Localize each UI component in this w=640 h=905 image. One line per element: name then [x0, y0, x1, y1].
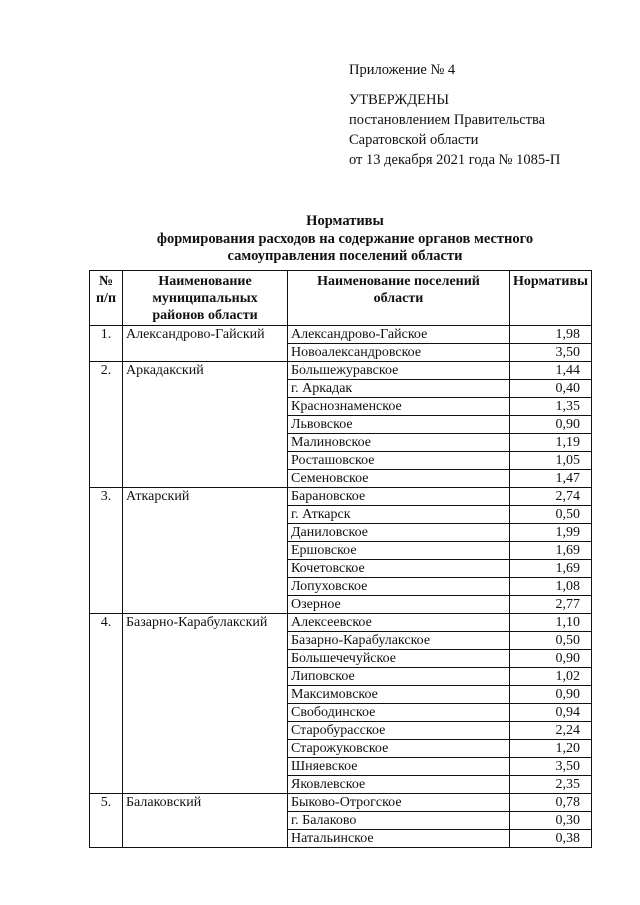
header-settlement-line-2: области	[373, 291, 424, 306]
settlement-name: Свободинское	[288, 704, 510, 722]
header-num-line-2: п/п	[95, 291, 117, 306]
approved-line-2: Саратовской области	[349, 132, 479, 148]
norm-value: 1,35	[510, 398, 592, 416]
title-line-2: формирования расходов на содержание органов местного	[156, 230, 534, 247]
settlement-name: Лопуховское	[288, 578, 510, 596]
norm-value: 0,94	[510, 704, 592, 722]
norm-value: 1,99	[510, 524, 592, 542]
settlement-name: Семеновское	[288, 470, 510, 488]
header-district-line-2: муниципальных	[152, 291, 258, 306]
norm-value: 1,69	[510, 560, 592, 578]
settlement-name: Новоалександровское	[288, 344, 510, 362]
header-num-line-1: №	[98, 274, 114, 289]
settlement-name: Кочетовское	[288, 560, 510, 578]
row-number: 2.	[90, 362, 123, 488]
settlement-name: г. Аткарск	[288, 506, 510, 524]
header-district-line-1: Наименование	[158, 274, 252, 289]
settlement-name: Алексеевское	[288, 614, 510, 632]
row-number: 4.	[90, 614, 123, 794]
settlement-name: Львовское	[288, 416, 510, 434]
settlement-name: г. Аркадак	[288, 380, 510, 398]
norm-value: 0,40	[510, 380, 592, 398]
header-num	[90, 271, 123, 326]
norm-value: 3,50	[510, 758, 592, 776]
settlement-name: Краснознаменское	[288, 398, 510, 416]
district-name: Базарно-Карабулакский	[123, 614, 288, 794]
norm-value: 1,98	[510, 326, 592, 344]
norm-value: 0,30	[510, 812, 592, 830]
settlement-name: Максимовское	[288, 686, 510, 704]
norm-value: 1,69	[510, 542, 592, 560]
header-settlement	[288, 271, 510, 326]
settlement-name: Даниловское	[288, 524, 510, 542]
norm-value: 1,44	[510, 362, 592, 380]
district-name: Балаковский	[123, 794, 288, 848]
settlement-name: Озерное	[288, 596, 510, 614]
norm-value: 1,47	[510, 470, 592, 488]
title-line-1: Нормативы	[306, 213, 384, 229]
norm-value: 1,08	[510, 578, 592, 596]
settlement-name: Базарно-Карабулакское	[288, 632, 510, 650]
header-district	[123, 271, 288, 326]
norm-value: 1,02	[510, 668, 592, 686]
district-name: Александрово-Гайский	[123, 326, 288, 362]
district-name: Аткарский	[123, 488, 288, 614]
header-norm	[510, 271, 592, 326]
settlement-name: Быково-Отрогское	[288, 794, 510, 812]
row-number: 5.	[90, 794, 123, 848]
header-row	[90, 271, 592, 326]
district-name: Аркадакский	[123, 362, 288, 488]
row-number: 1.	[90, 326, 123, 362]
norm-value: 0,38	[510, 830, 592, 848]
approved-line-3: от 13 декабря 2021 года № 1085-П	[349, 152, 561, 168]
norm-value: 0,50	[510, 506, 592, 524]
norm-value: 0,78	[510, 794, 592, 812]
table-body	[90, 326, 592, 848]
norm-value: 2,35	[510, 776, 592, 794]
header-district-line-3: районов области	[152, 308, 258, 323]
settlement-name: Малиновское	[288, 434, 510, 452]
approved-line-1: постановлением Правительства	[349, 112, 546, 128]
spacer	[349, 80, 560, 90]
settlement-name: Натальинское	[288, 830, 510, 848]
norm-value: 1,10	[510, 614, 592, 632]
header-norm-label: Нормативы	[513, 274, 588, 289]
settlement-name: г. Балаково	[288, 812, 510, 830]
settlement-name: Барановское	[288, 488, 510, 506]
settlement-name: Яковлевское	[288, 776, 510, 794]
norm-value: 0,50	[510, 632, 592, 650]
settlement-name: Большежуравское	[288, 362, 510, 380]
settlement-name: Росташовское	[288, 452, 510, 470]
table-row	[90, 488, 592, 506]
norm-value: 1,20	[510, 740, 592, 758]
document-title	[90, 213, 600, 266]
table-row	[90, 614, 592, 632]
settlement-name: Старожуковское	[288, 740, 510, 758]
norm-value: 1,05	[510, 452, 592, 470]
settlement-name: Старобурасское	[288, 722, 510, 740]
settlement-name: Липовское	[288, 668, 510, 686]
norm-value: 2,77	[510, 596, 592, 614]
table-row	[90, 794, 592, 812]
appendix-number: Приложение № 4	[349, 62, 456, 78]
norm-value: 3,50	[510, 344, 592, 362]
table-row	[90, 362, 592, 380]
norm-value: 1,19	[510, 434, 592, 452]
norm-value: 0,90	[510, 686, 592, 704]
row-number: 3.	[90, 488, 123, 614]
settlement-name: Ершовское	[288, 542, 510, 560]
header-settlement-line-1: Наименование поселений	[317, 274, 480, 289]
norm-value: 2,74	[510, 488, 592, 506]
settlement-name: Шняевское	[288, 758, 510, 776]
settlement-name: Александрово-Гайское	[288, 326, 510, 344]
settlement-name: Большечечуйское	[288, 650, 510, 668]
appendix-block	[349, 60, 560, 170]
table-row	[90, 326, 592, 344]
title-line-3: самоуправления поселений области	[227, 248, 463, 264]
approved-label: УТВЕРЖДЕНЫ	[349, 92, 450, 108]
norms-table	[89, 270, 592, 848]
norm-value: 0,90	[510, 650, 592, 668]
norm-value: 2,24	[510, 722, 592, 740]
norm-value: 0,90	[510, 416, 592, 434]
